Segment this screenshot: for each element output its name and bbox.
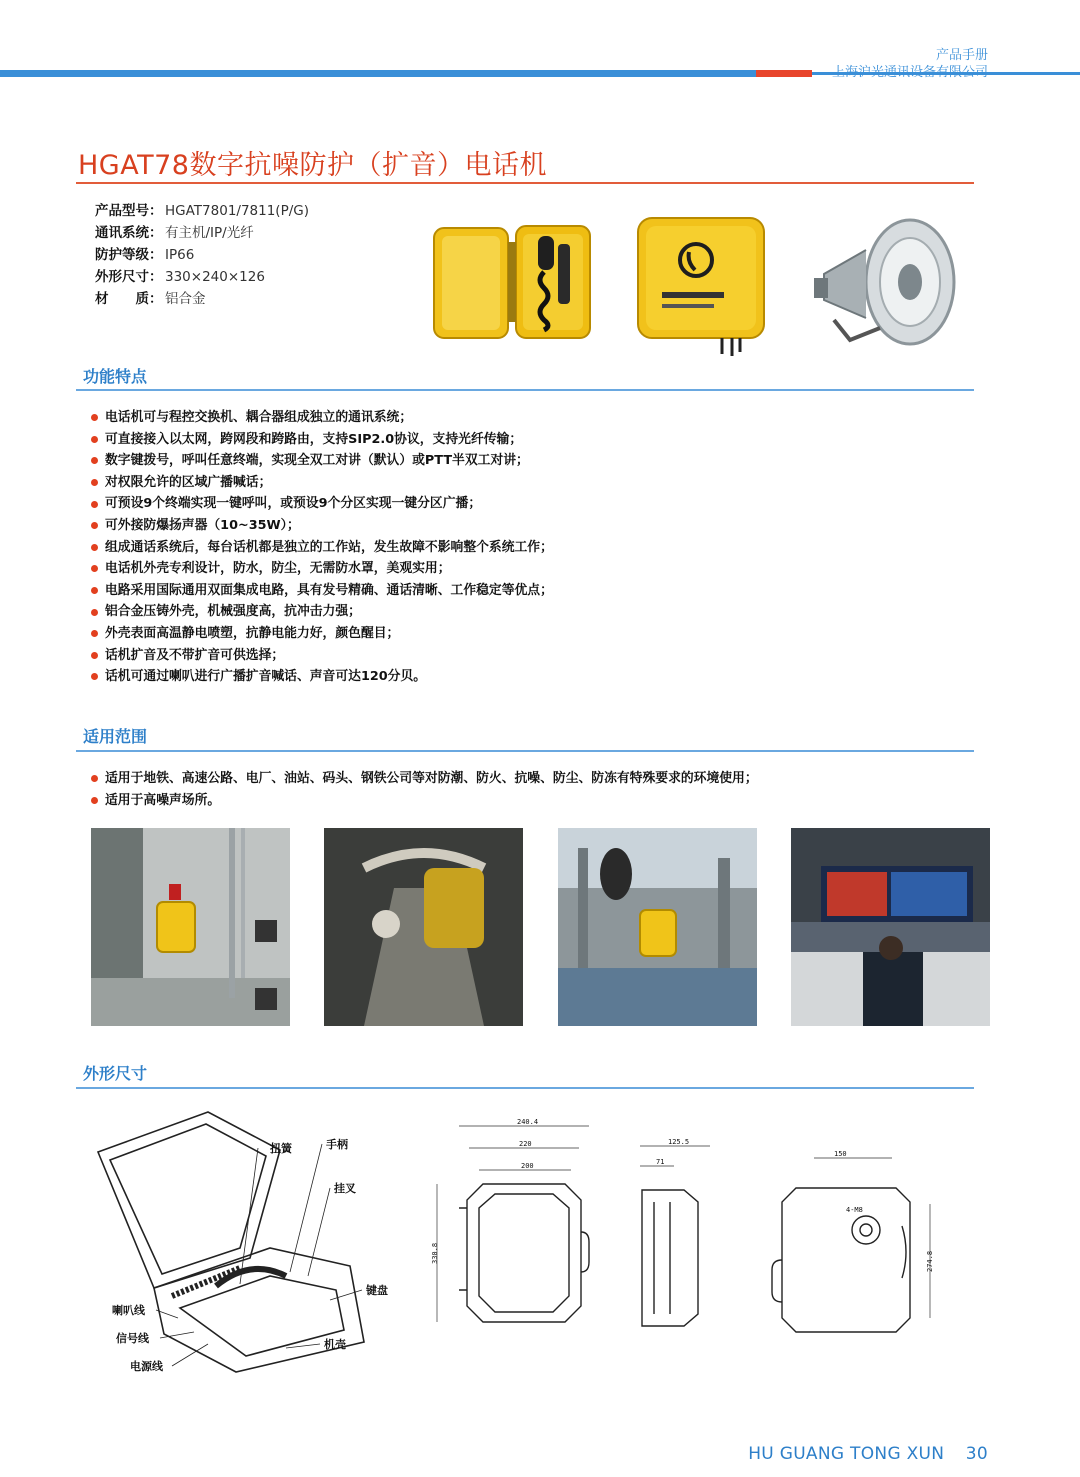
page-title: HGAT78数字抗噪防护（扩音）电话机 [78,150,547,181]
dim-label: 150 [834,1150,847,1158]
list-item [91,493,553,515]
features-list [91,407,553,688]
part-label: 信号线 [116,1332,149,1345]
bullet-icon [91,775,98,782]
spec-list [95,200,309,310]
bullet-icon [91,652,98,659]
dim-label: 71 [656,1158,665,1166]
dim-label: 200 [521,1162,534,1170]
spec-value: 330×240×126 [165,269,265,285]
spec-value: 铝合金 [165,291,206,307]
list-item-text: 对权限允许的区域广播喊话； [105,474,272,490]
bullet-icon [91,630,98,637]
list-item-text: 电路采用国际通用双面集成电路，具有发号精确、通话清晰、工作稳定等优点； [105,582,553,598]
scope-list [91,768,758,811]
list-item [91,537,553,559]
spec-label: 防护等级： [95,247,163,263]
list-item-text: 电话机可与程控交换机、耦合器组成独立的通讯系统； [105,410,413,425]
spec-label: 材 质： [95,291,163,307]
list-item [91,580,553,602]
side-view-drawing [634,1132,718,1332]
list-item [91,666,553,688]
application-photo-wall [91,828,290,1026]
bullet-icon [91,544,98,551]
list-item-text: 铝合金压铸外壳，机械强度高，抗冲击力强； [105,604,361,620]
list-item-text: 可直接接入以太网，跨网段和跨路由，支持SIP2.0协议，支持光纤传输； [105,431,523,447]
list-item [91,407,553,429]
dim-label: 240.4 [517,1118,539,1126]
footer-brand: HU GUANG TONG XUN [748,1444,945,1464]
application-photo-tunnel [324,828,523,1026]
dim-label: 220 [519,1140,532,1148]
dim-label: 330.8 [431,1242,439,1264]
application-photo-control-room [791,828,990,1026]
list-item [91,623,553,645]
part-label: 扭簧 [270,1142,292,1155]
list-item [91,601,553,623]
dim-label: 125.5 [668,1138,690,1146]
front-view-drawing [425,1112,605,1334]
list-item [91,790,758,812]
list-item [91,768,758,790]
spec-label: 外形尺寸： [95,269,163,285]
header-bar-red [756,70,812,77]
exploded-drawing [90,1108,410,1380]
part-label: 喇叭线 [112,1304,145,1317]
list-item-text: 可外接防爆扬声器（10~35W）； [105,517,300,533]
spec-row [95,288,309,310]
list-item-text: 可预设9个终端实现一键呼叫，或预设9个分区实现一键分区广播； [105,496,482,512]
bullet-icon [91,522,98,529]
title-underline [76,182,974,184]
bullet-icon [91,414,98,421]
list-item-text: 适用于高噪声场所。 [105,792,221,808]
application-photo-plant [558,828,757,1026]
bullet-icon [91,436,98,443]
bullet-icon [91,479,98,486]
list-item-text: 话机可通过喇叭进行广播扩音喊话、声音可达120分贝。 [105,669,427,685]
page-number: 30 [965,1444,988,1464]
horn-speaker-image [810,208,960,356]
list-item [91,558,553,580]
list-item [91,450,553,472]
header-line1: 产品手册 [935,48,988,63]
part-label: 电源线 [130,1360,163,1373]
list-item-text: 数字键拨号，呼叫任意终端，实现全双工对讲（默认）或PTT半双工对讲； [105,453,529,469]
bullet-icon [91,501,98,508]
header-bar-blue [0,70,760,77]
scope-rule [76,750,974,752]
footer [748,1444,988,1464]
bullet-icon [91,587,98,594]
scope-title: 适用范围 [83,727,148,746]
list-item-text: 外壳表面高温静电喷塑，抗静电能力好，颜色醒目； [105,625,400,641]
dims-rule [76,1087,974,1089]
spec-value: 有主机/IP/光纤 [165,225,254,241]
list-item-text: 组成通话系统后，每台话机都是独立的工作站，发生故障不影响整个系统工作； [105,539,553,555]
spec-value: HGAT7801/7811(P/G) [165,203,309,219]
bullet-icon [91,609,98,616]
bullet-icon [91,565,98,572]
spec-value: IP66 [165,247,195,263]
features-rule [76,389,974,391]
bullet-icon [91,797,98,804]
dim-label: 274.8 [926,1250,934,1272]
bullet-icon [91,673,98,680]
spec-label: 产品型号： [95,203,163,219]
part-label: 键盘 [366,1284,388,1297]
list-item-text: 电话机外壳专利设计，防水，防尘，无需防水罩，美观实用； [105,561,451,577]
part-label: 挂叉 [334,1182,356,1195]
spec-row [95,244,309,266]
back-view-drawing [770,1142,946,1338]
phone-closed-image [632,212,770,362]
list-item [91,472,553,494]
features-title: 功能特点 [83,367,148,386]
header-bar-blue-right [812,72,1080,75]
part-label: 手柄 [326,1138,348,1151]
bullet-icon [91,457,98,464]
list-item-text: 适用于地铁、高速公路、电厂、油站、码头、钢铁公司等对防潮、防火、抗噪、防尘、防冻有特殊要求的环境使用； [105,771,758,786]
list-item [91,429,553,451]
dim-label: 4-M8 [846,1206,863,1214]
spec-row [95,200,309,222]
list-item [91,645,553,667]
spec-label: 通讯系统： [95,225,163,241]
part-label: 机壳 [324,1338,346,1351]
dims-title: 外形尺寸 [83,1064,148,1083]
list-item-text: 话机扩音及不带扩音可供选择； [105,647,285,663]
spec-row [95,266,309,288]
spec-row [95,222,309,244]
phone-open-image [432,222,592,342]
list-item [91,515,553,537]
